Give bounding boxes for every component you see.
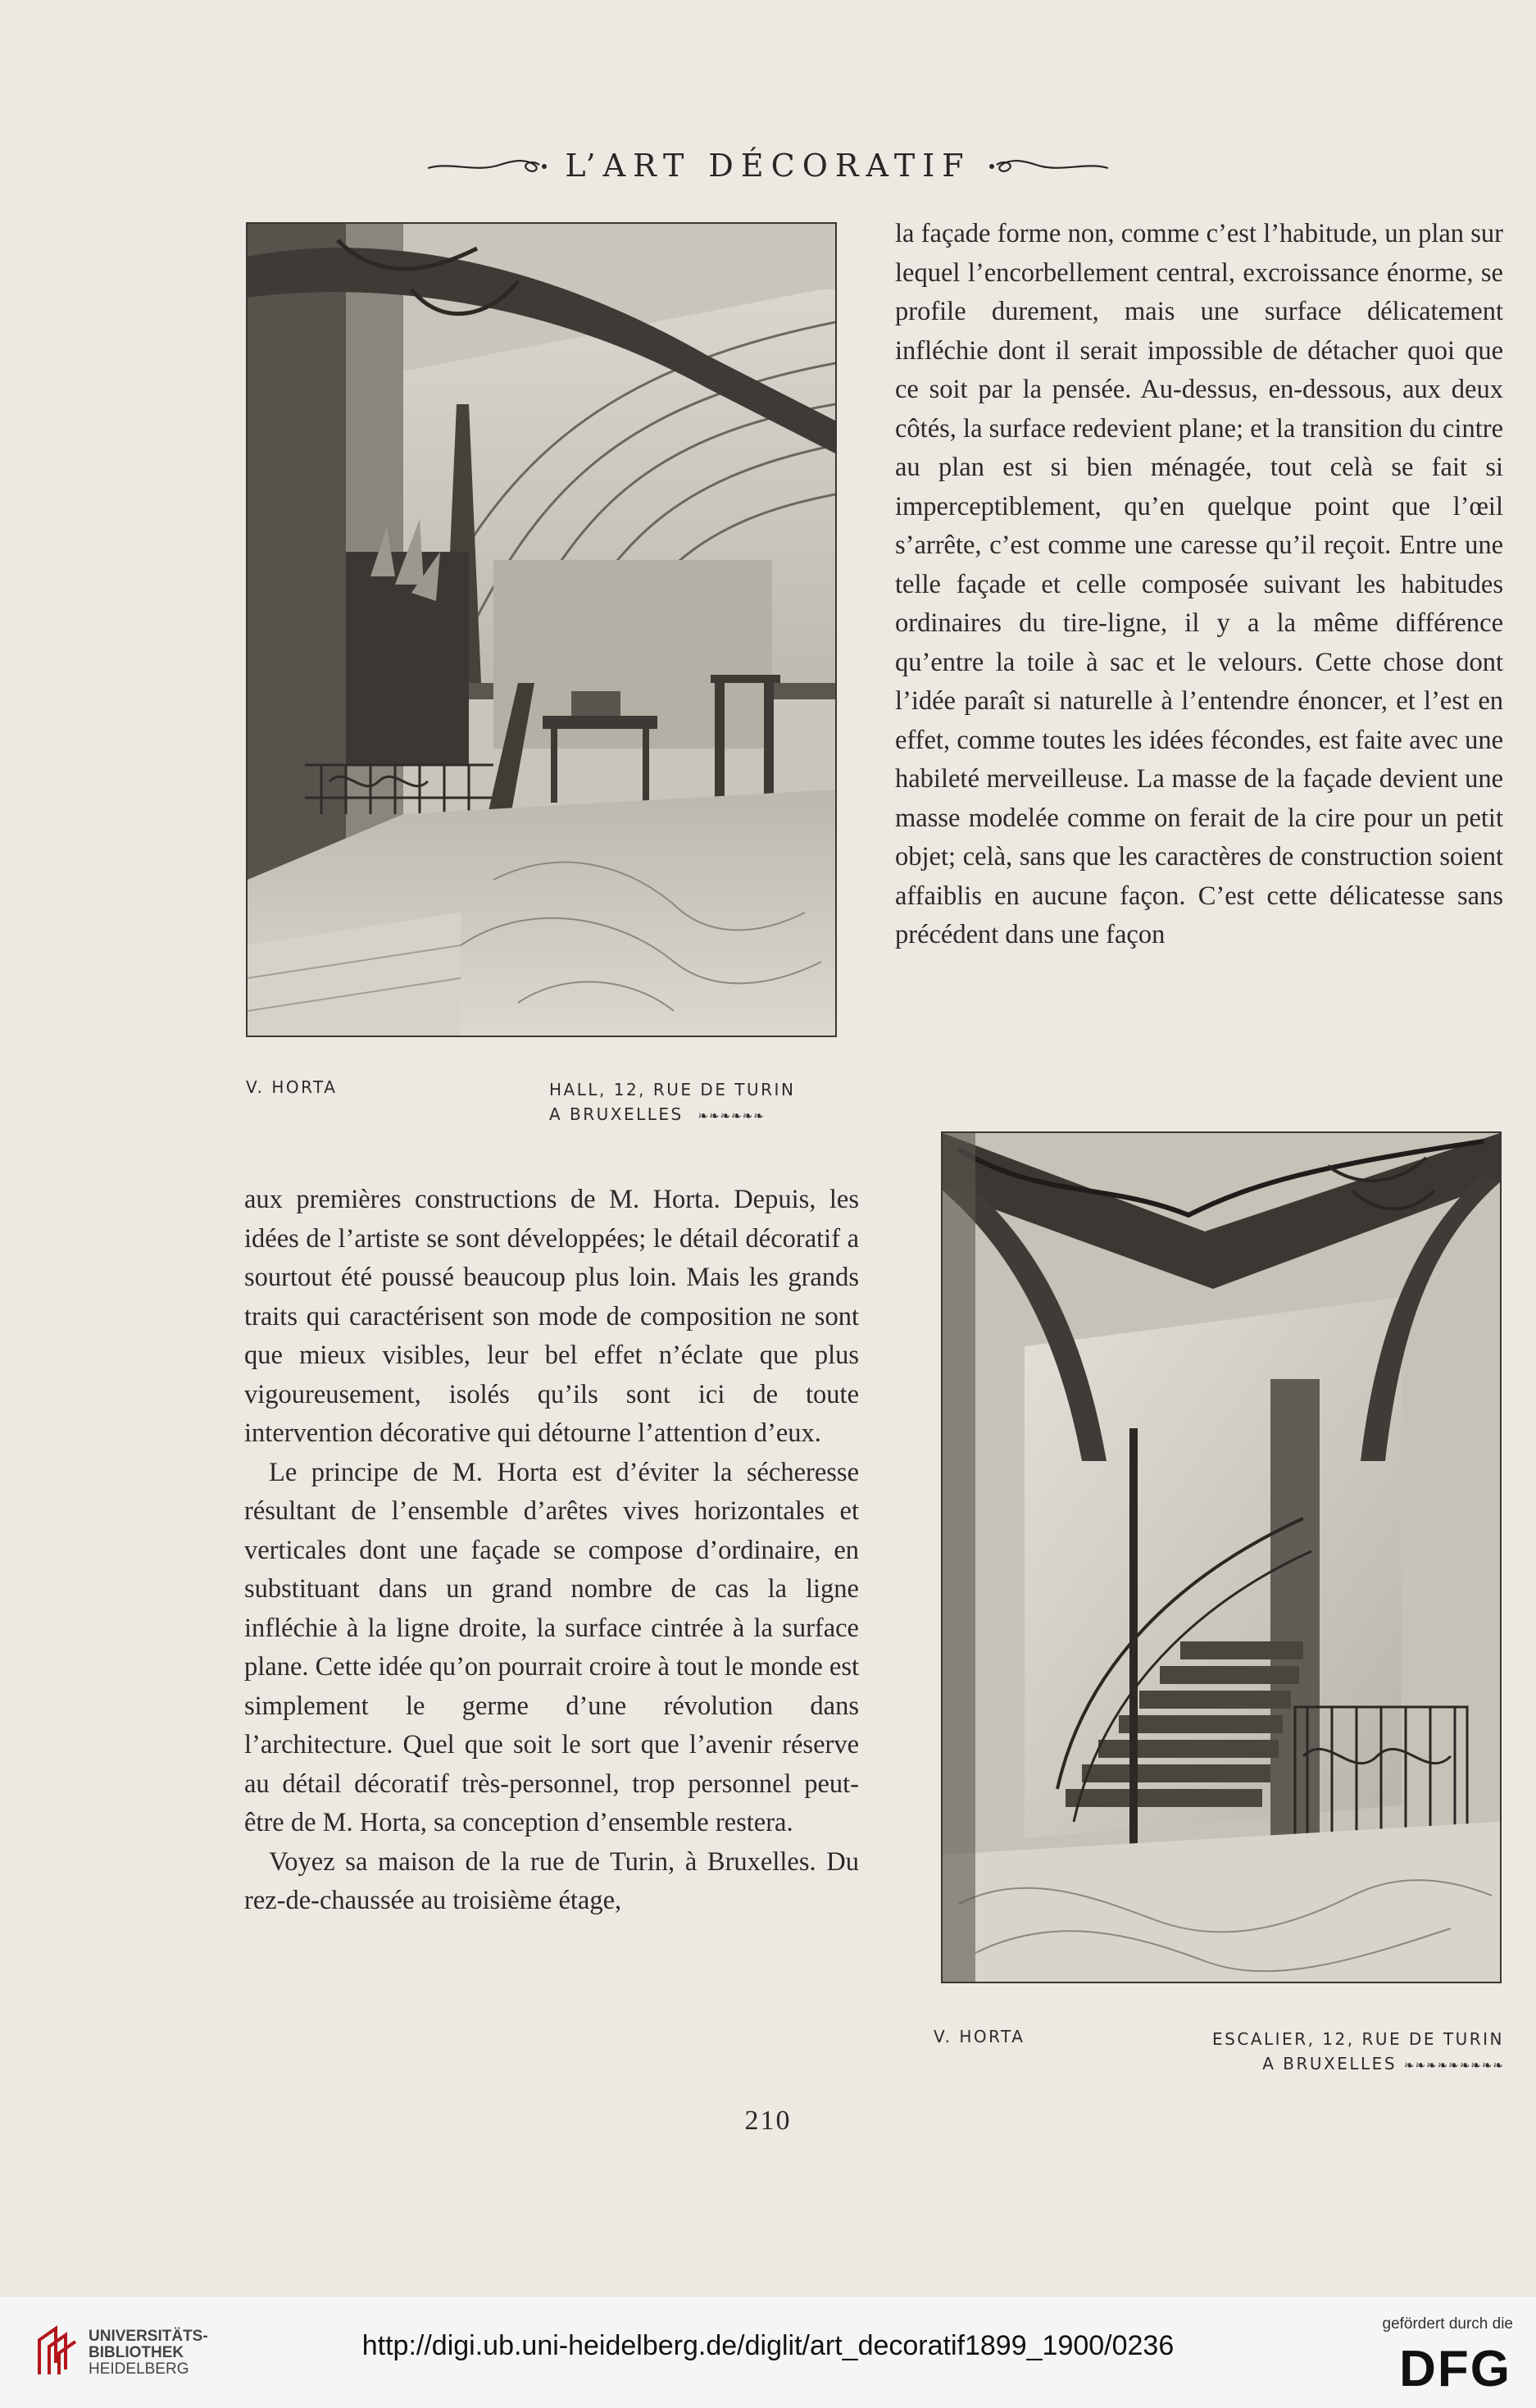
right-ornament-icon: [987, 153, 1110, 178]
figure2-caption: [1193, 2027, 1504, 2078]
university-line3: HEIDELBERG: [89, 2360, 189, 2378]
university-line2: BIBLIOTHEK: [89, 2344, 184, 2361]
figure1-caption-line2: A BRUXELLES: [549, 1104, 684, 1124]
university-line1: UNIVERSITÄTS-: [89, 2328, 208, 2345]
figure1-caption-line1: HALL, 12, RUE DE TURIN: [549, 1080, 796, 1099]
dfg-logo: DFG: [1399, 2341, 1511, 2397]
right-text-column: [895, 215, 1503, 955]
left-paragraph-1: aux premières constructions de M. Horta. Depuis, les idées de l’artiste se sont développées; le détail décoratif a sourtout été poussé beaucoup plus loin. Mais les grands traits qui caractérisent son mode de composition ne sont que mieux visibles, leur bel effet n’éclate que plus vigoureusement, isolés qu’ils sont ici de toute intervention décorative qui détourne l’attention d’eux.: [244, 1185, 859, 1448]
figure2-caption-line1: ESCALIER, 12, RUE DE TURIN: [1212, 2029, 1504, 2049]
figure2-ornament: ❧❧❧❧❧❧❧❧❧: [1403, 2058, 1504, 2073]
left-ornament-icon: [426, 153, 549, 178]
left-text-column: [244, 1181, 859, 1921]
page-number: 210: [744, 2105, 792, 2136]
running-header: [0, 148, 1536, 197]
funding-note: gefördert durch die: [1382, 2315, 1513, 2333]
left-paragraph-2: Le principe de M. Horta est d’éviter la sécheresse résultant de l’ensemble d’arêtes vives horizontales et verticales dont une façade se compose d’ordinaire, en substituant dans un grand nombre de cas la ligne infléchie à la ligne droite, la surface cintrée à la surface plane. Cette idée qu’on pourrait croire à tout le monde est simplement le germe d’une révolution dans l’architecture. Quel que soit le sort que l’avenir réserve au détail décoratif très-personnel, trop personnel peut-être de M. Horta, sa conception d’ensemble restera.: [244, 1457, 859, 1837]
left-paragraph-3: Voyez sa maison de la rue de Turin, à Bruxelles. Du rez-de-chaussée au troisième étage,: [244, 1846, 859, 1915]
figure2-author: V. HORTA: [934, 2027, 1025, 2046]
figure1-caption: [549, 1077, 795, 1128]
source-url-link[interactable]: http://digi.ub.uni-heidelberg.de/diglit/art_decoratif1899_1900/0236: [361, 2330, 1175, 2361]
journal-title: L’ART DÉCORATIF: [565, 148, 971, 184]
right-paragraph: la façade forme non, comme c’est l’habitude, un plan sur lequel l’encorbellement central, excroissance énorme, se profile durement, mais une surface délicatement infléchie dont il serait impossible de détacher quoi que ce soit par la pensée. Au-dessus, en-dessous, aux deux côtés, la surface redevient plane; et la transition du cintre au plan est si bien ménagée, tout celà se fait si imperceptiblement, qu’en quelque point que l’œil s’arrête, c’est comme une caresse qu’il reçoit. Entre une telle façade et celle composée suivant les habitudes ordinaires du tire-ligne, il y a la même différence qu’entre la toile à sac et le velours. Cette chose dont l’idée paraît si naturelle à l’entendre énoncer, et l’est en effet, comme toutes les idées fécondes, est faite avec une habileté merveilleuse. La masse de la façade devient une masse modelée comme on ferait de la cire pour un petit objet; celà, sans que les caractères de construction soient affaiblis en aucune façon. C’est cette délicatesse sans précédent dans une façon: [895, 219, 1503, 949]
staircase-photograph: [941, 1131, 1502, 1983]
figure1-ornament: ❧❧❧❧❧❧: [698, 1108, 765, 1123]
hall-photograph: [246, 222, 837, 1037]
figure1-author: V. HORTA: [246, 1077, 338, 1097]
figure2-caption-line2: A BRUXELLES: [1262, 2054, 1397, 2073]
